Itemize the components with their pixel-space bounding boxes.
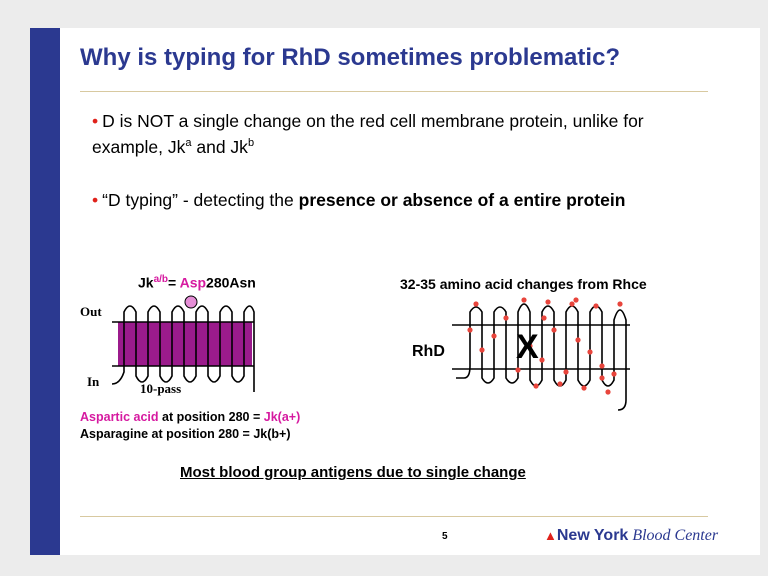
in-label: In xyxy=(87,374,100,389)
jk-equals: = xyxy=(168,274,180,291)
bullet-1-sup-b: b xyxy=(247,137,255,149)
mutation-dot xyxy=(541,315,546,320)
page-number: 5 xyxy=(442,531,448,542)
jk-sup: a/b xyxy=(153,274,169,285)
mutation-dot xyxy=(521,297,526,302)
mutation-dot xyxy=(587,349,592,354)
footer-divider xyxy=(80,516,708,517)
mutation-dot xyxy=(573,297,578,302)
ten-pass-label: 10-pass xyxy=(140,381,182,396)
mutation-dot xyxy=(503,315,508,320)
note-aspartic-middle: at position 280 = xyxy=(158,410,264,424)
note-aspartic-jka: Jk(a+) xyxy=(263,410,301,424)
bullet-1-text-mid: and Jk xyxy=(191,136,248,157)
mutation-dot xyxy=(611,371,616,376)
rhd-protein-chain xyxy=(456,304,626,410)
asp-rest-text: 280Asn xyxy=(206,274,256,291)
mutation-dot xyxy=(563,369,568,374)
rhd-label: RhD xyxy=(412,343,445,360)
mutation-dot xyxy=(569,301,574,306)
logo-triangle-icon: ▲ xyxy=(544,528,557,543)
bullet-dot: • xyxy=(92,190,99,210)
bullet-1-text: D is NOT a single change on the red cell membrane protein, unlike for example, Jk xyxy=(92,111,644,157)
mutation-dot xyxy=(515,367,520,372)
mutation-dot xyxy=(473,301,478,306)
mutation-dot xyxy=(467,327,472,332)
mutation-dot xyxy=(557,381,562,386)
mutation-dot xyxy=(599,363,604,368)
mutation-dot xyxy=(599,375,604,380)
mutation-dot xyxy=(539,357,544,362)
mutation-dot xyxy=(491,333,496,338)
rhd-x-mark: X xyxy=(516,328,539,366)
bullet-2-text: “D typing” - detecting the xyxy=(102,190,299,210)
mutation-dot xyxy=(575,337,580,342)
bullet-2-bold-text: presence or absence of a entire protein xyxy=(298,190,626,210)
mutation-dot xyxy=(605,389,610,394)
mutation-dot xyxy=(593,303,598,308)
note-aspartic-colored: Aspartic acid xyxy=(80,410,159,424)
note-asparagine: Asparagine at position 280 = Jk(b+) xyxy=(80,427,291,441)
mutation-dot xyxy=(479,347,484,352)
slide-title: Why is typing for RhD sometimes problematic? xyxy=(80,44,621,71)
out-label: Out xyxy=(80,304,102,319)
mutation-dot xyxy=(551,327,556,332)
logo-bold-text: New York xyxy=(556,527,629,544)
nybc-logo xyxy=(544,527,718,545)
asp-text: Asp xyxy=(179,274,207,291)
mutation-dot xyxy=(533,383,538,388)
logo-italic-text: Blood Center xyxy=(628,527,719,544)
mutation-dot xyxy=(617,301,622,306)
summary-text: Most blood group antigens due to single change xyxy=(180,464,526,481)
rhd-mutation-dots xyxy=(467,297,622,394)
bullet-1-sup-a: a xyxy=(185,137,192,149)
mutation-dot xyxy=(545,299,550,304)
mutation-dot xyxy=(581,385,586,390)
jk-text: Jk xyxy=(138,274,154,291)
right-heading: 32-35 amino acid changes from Rhce xyxy=(400,276,647,292)
note-aspartic xyxy=(80,410,300,424)
bullet-dot: • xyxy=(92,111,99,131)
